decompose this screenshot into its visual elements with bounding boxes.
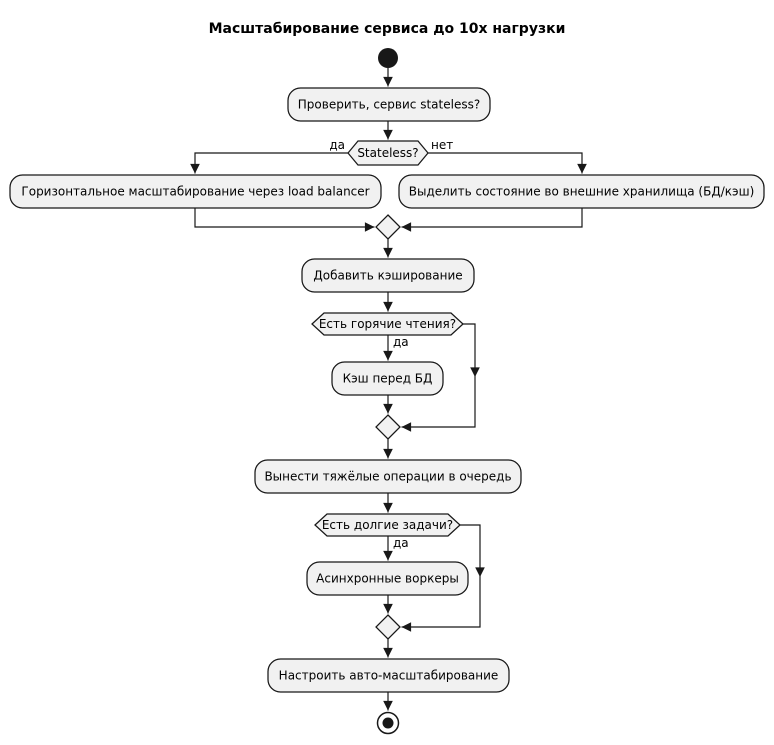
activity-async-workers	[307, 562, 468, 595]
activity-setup-autoscaling-label: Настроить авто-масштабирование	[278, 668, 499, 683]
activity-heavy-ops-queue-label: Вынести тяжёлые операции в очередь	[264, 469, 512, 484]
edge-label-stateless-yes: да	[329, 138, 345, 152]
merge-diamond-2	[376, 415, 400, 439]
decision-stateless	[348, 141, 428, 165]
activity-cache-before-db-label: Кэш перед БД	[342, 371, 433, 386]
decision-long-tasks-label: Есть долгие задачи?	[321, 518, 454, 532]
edge-label-stateless-no: нет	[431, 138, 454, 152]
start-node	[378, 48, 398, 68]
diagram-title: Масштабирование сервиса до 10х нагрузки	[208, 21, 566, 37]
activity-check-stateless	[288, 88, 490, 121]
activity-async-workers-label: Асинхронные воркеры	[316, 571, 459, 586]
edge-hot-reads-no-branch-a	[463, 324, 475, 377]
edge-label-hot-reads-yes: да	[393, 335, 409, 349]
end-node	[378, 713, 399, 734]
activity-horizontal-scaling-label: Горизонтальное масштабирование через load balancer	[21, 184, 370, 199]
activity-cache-before-db	[332, 362, 443, 395]
end-node-inner-circle	[383, 718, 394, 729]
activity-setup-autoscaling	[268, 659, 509, 692]
decision-hot-reads	[312, 313, 463, 335]
decision-hot-reads-label: Есть горячие чтения?	[318, 317, 457, 331]
edge-stateless-yes-branch	[195, 153, 348, 174]
decision-stateless-label: Stateless?	[357, 146, 419, 160]
activity-externalize-state	[399, 175, 764, 208]
edge-label-long-tasks-yes: да	[393, 536, 409, 550]
decision-long-tasks	[315, 514, 460, 536]
activity-check-stateless-label: Проверить, сервис stateless?	[297, 97, 481, 112]
edge-stateless-no-branch	[428, 153, 582, 174]
activity-heavy-ops-queue	[255, 460, 521, 493]
merge-diamond-1	[376, 215, 400, 239]
activity-externalize-state-label: Выделить состояние во внешние хранилища (БД/кэш)	[408, 184, 755, 199]
edge-horizontal-scaling-to-merge1	[195, 208, 375, 227]
activity-add-caching	[302, 259, 474, 292]
merge-diamond-3	[376, 615, 400, 639]
activity-add-caching-label: Добавить кэширование	[313, 268, 463, 283]
activity-horizontal-scaling	[10, 175, 381, 208]
edge-externalize-state-to-merge1	[402, 208, 583, 227]
